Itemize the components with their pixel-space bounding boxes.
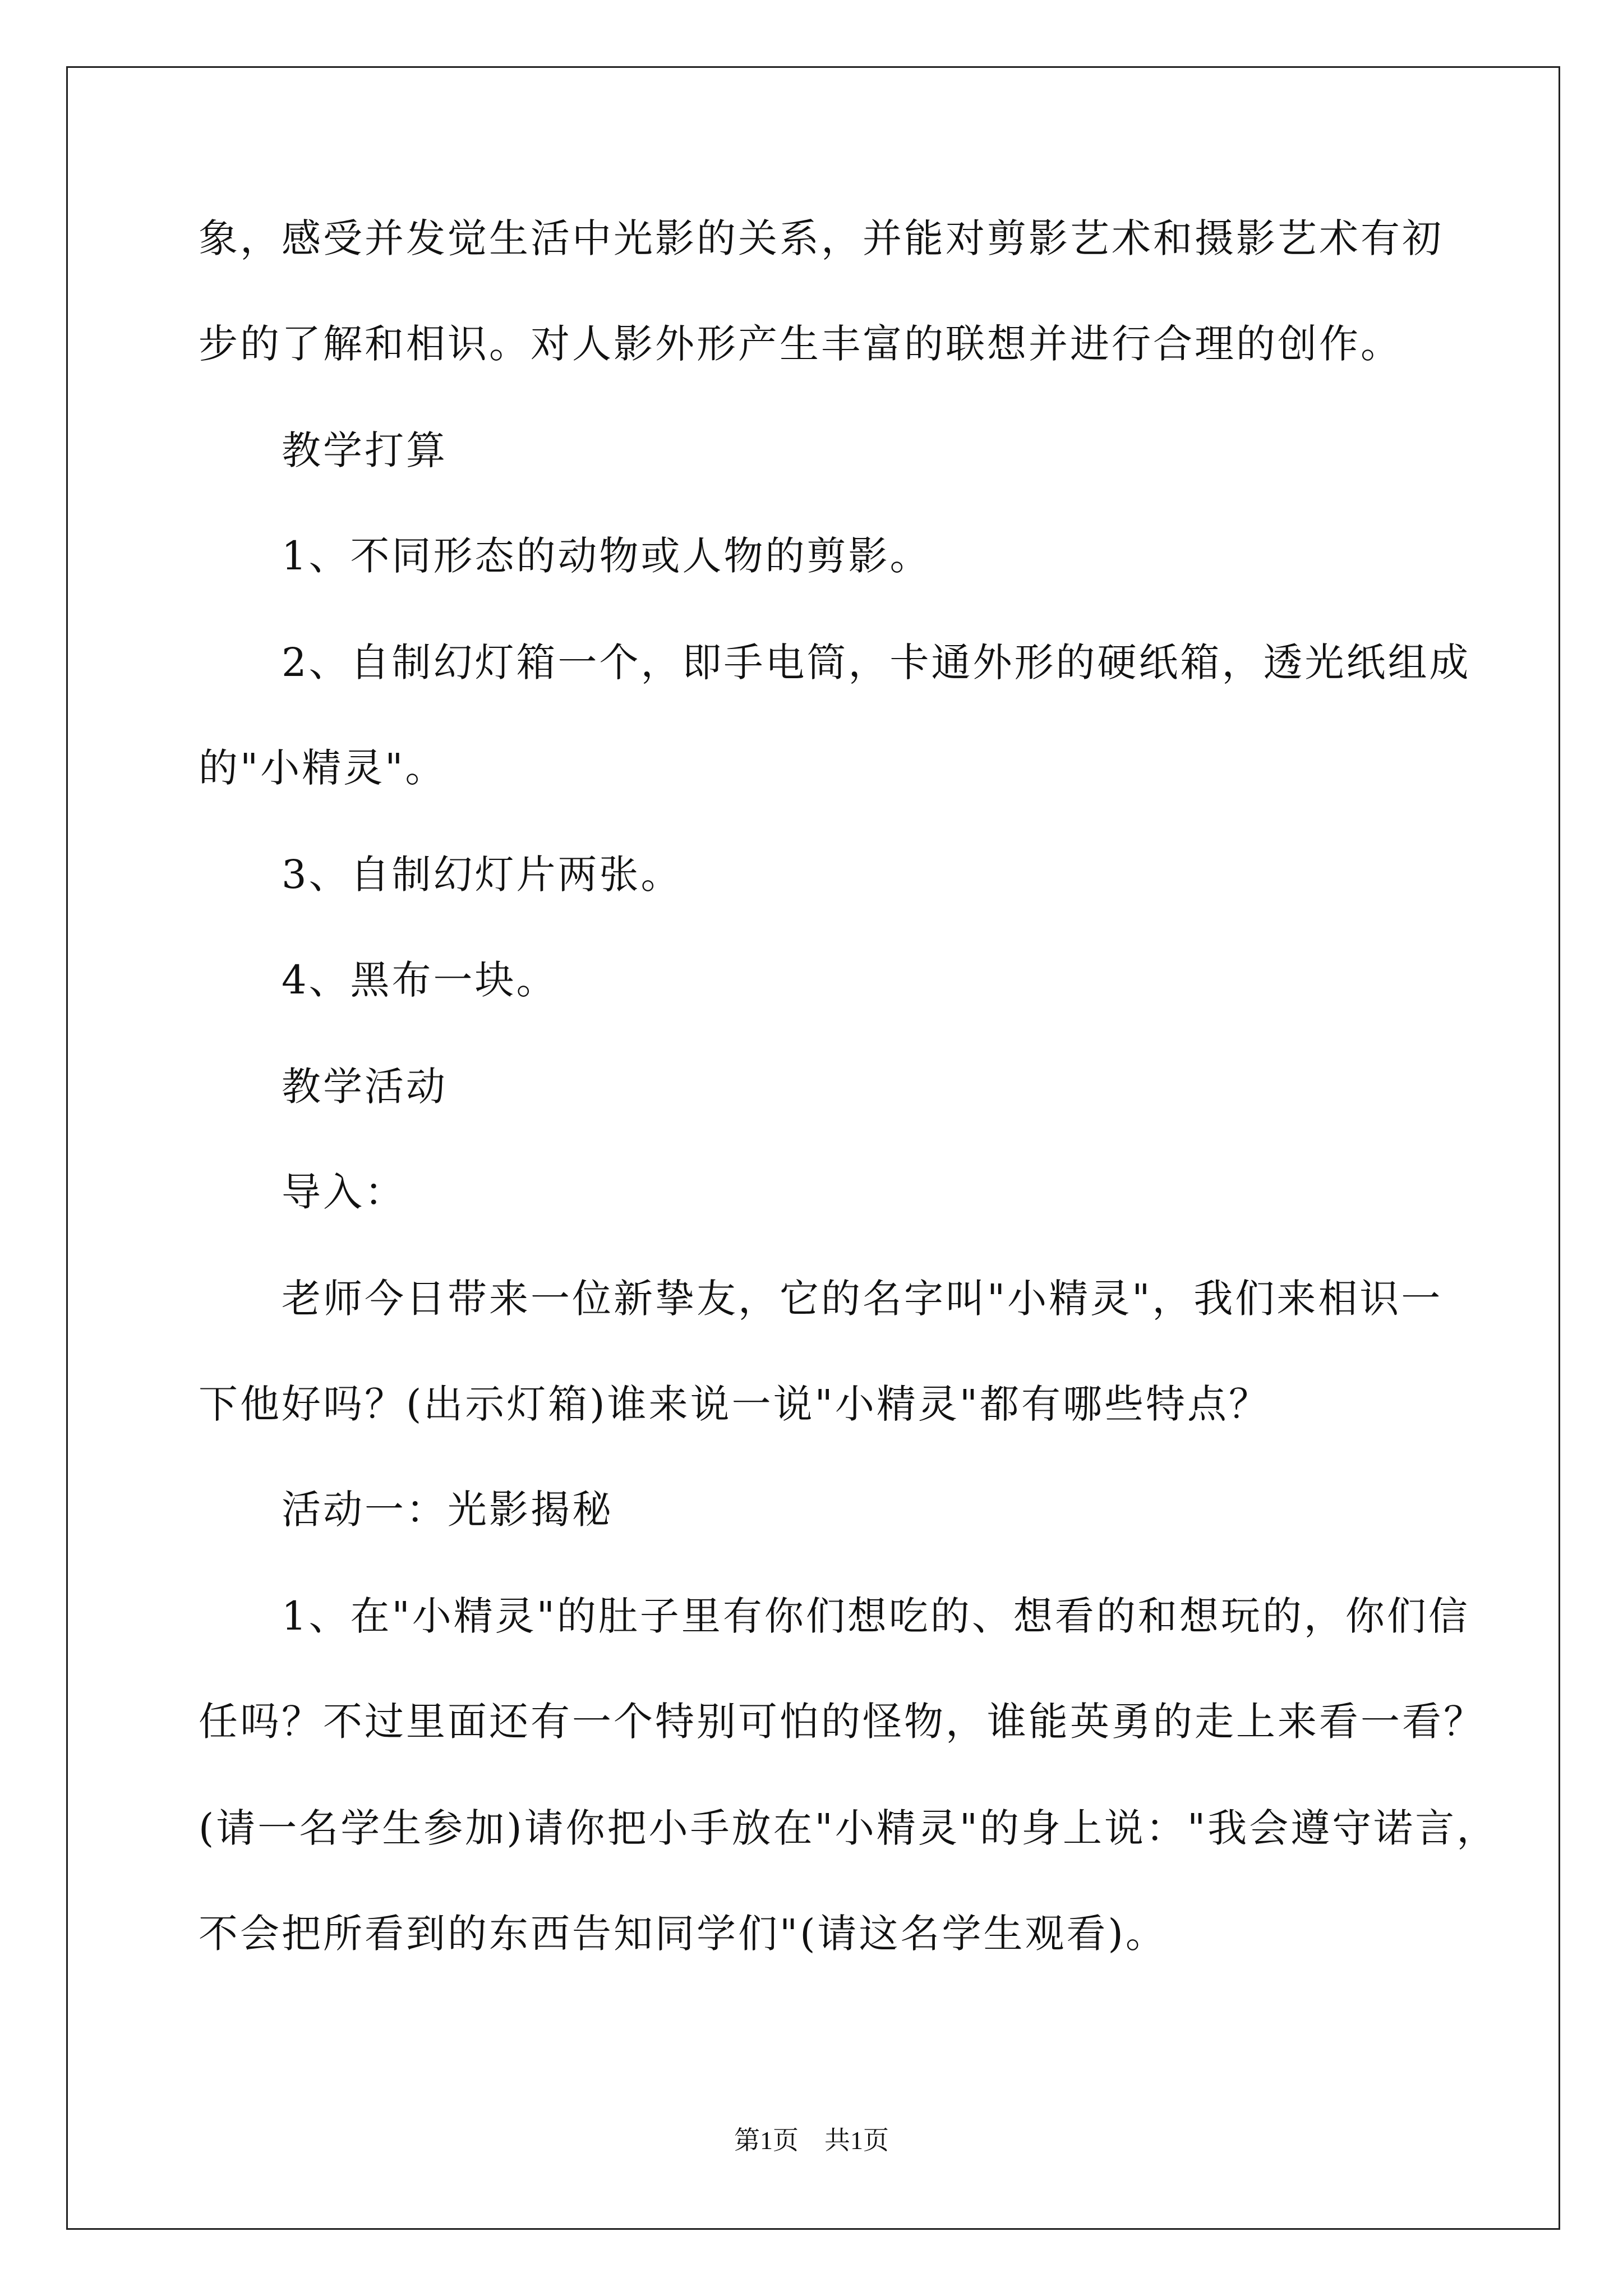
list-item: 2、自制幻灯箱一个，即手电筒，卡通外形的硬纸箱，透光纸组成: [282, 639, 1471, 685]
page-border: [66, 66, 1560, 2230]
paragraph-line: 1、在"小精灵"的肚子里有你们想吃的、想看的和想玩的，你们信: [282, 1593, 1470, 1639]
subsection-heading: 活动一：光影揭秘: [282, 1487, 614, 1533]
list-item: 3、自制幻灯片两张。: [282, 852, 683, 898]
paragraph-line: 下他好吗？(出示灯箱)谁来说一说"小精灵"都有哪些特点？: [199, 1381, 1271, 1427]
paragraph-line: 任吗？不过里面还有一个特别可怕的怪物，谁能英勇的走上来看一看？: [199, 1699, 1485, 1745]
page-footer: 第1页 共1页: [734, 2126, 889, 2155]
text-line: 的"小精灵"。: [199, 745, 447, 791]
subsection-heading: 导入：: [282, 1169, 406, 1215]
list-item: 1、不同形态的动物或人物的剪影。: [282, 533, 932, 579]
text-line: 步的了解和相识。对人影外形产生丰富的联想并进行合理的创作。: [199, 321, 1402, 367]
text-line: 象，感受并发觉生活中光影的关系，并能对剪影艺术和摄影艺术有初: [199, 215, 1444, 261]
section-heading: 教学活动: [282, 1064, 448, 1110]
paragraph-line: 老师今日带来一位新挚友，它的名字叫"小精灵"，我们来相识一: [282, 1276, 1443, 1322]
paragraph-line: 不会把所看到的东西告知同学们"(请这名学生观看)。: [199, 1911, 1167, 1957]
list-item: 4、黑布一块。: [282, 957, 558, 1003]
section-heading: 教学打算: [282, 427, 448, 473]
paragraph-line: (请一名学生参加)请你把小手放在"小精灵"的身上说："我会遵守诺言，: [199, 1805, 1498, 1851]
